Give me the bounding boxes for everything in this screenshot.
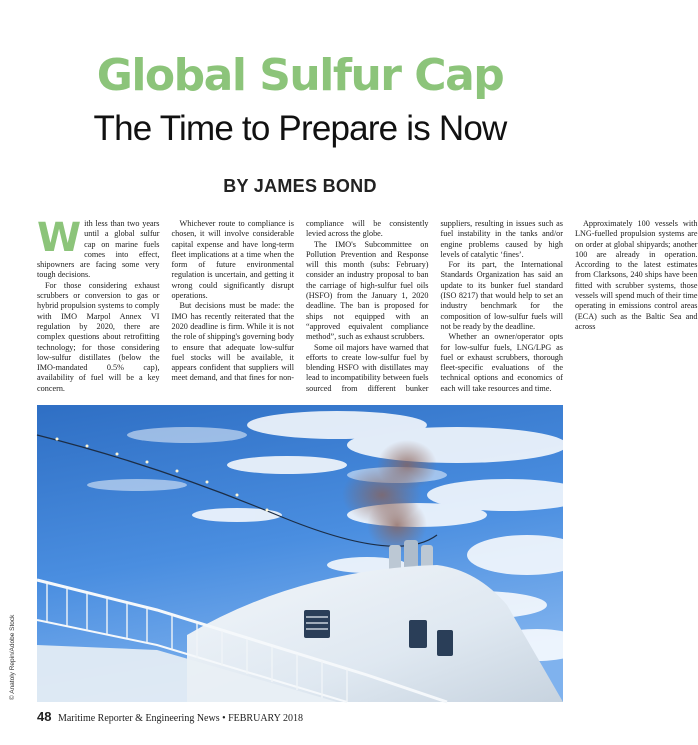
byline: BY JAMES BOND: [223, 176, 377, 196]
publication-line: Maritime Reporter & Engineering News • FEBRUARY 2018: [57, 713, 304, 724]
drop-cap: W: [37, 215, 82, 261]
paragraph-7: For its part, the International Standards Organization has said an update to its bunker fuel standard (ISO 8217) that would help to set an industry benchmark for the composition of low-sulfur fuels will not be ready by the deadline.: [440, 260, 563, 331]
page-number: 48: [37, 709, 52, 724]
photo-credit: © Anatoly Repin/Adobe Stock: [9, 614, 16, 700]
paragraph-5: The IMO's Subcommittee on Pollution Prevention and Response will this month (subs: February) consider an industry proposal to ban the carriage of high-sulfur fuel oils (HSFO) from the January 1, 2020 deadline. The ban is proposed for ships not equipped with an “approved equivalent compliance method”, such as exhaust scrubbers.: [306, 239, 429, 342]
paragraph-3: Whichever route to compliance is chosen, it will involve considerable capital expense and have long-term fleet implications at a time when the form of future environmental regulation is uncertain, and getting it wrong could significantly disrupt operations.: [171, 219, 294, 301]
paragraph-1: [37, 215, 160, 281]
paragraph-2: For those considering exhaust scrubbers or conversion to gas or hybrid propulsion systems to comply with IMO Marpol Annex VI regulation by 2020, there are complex questions about retrofitting technology; for those considering low-sulfur distillates (below the IMO-mandated 0.5% cap), availability of fuel will be a key concern.: [37, 280, 160, 393]
page-footer: [37, 709, 303, 724]
paragraph-8: Whether an owner/operator opts for low-sulfur fuels, LNG/LPG as fuel or exhaust scrubbers, thorough fleet-specific evaluations of the technical options and economics of each will take resources and time.: [440, 332, 563, 393]
paragraph-9: Approximately 100 vessels with LNG-fuelled propulsion systems are on order at global shipyards; another 100 are already in operation. According to the latest estimates from Clarksons, 240 ships have been fitted with scrubber systems, those vessels will spend much of their time operating in emissions control areas (ECA) such as the Baltic Sea and across: [575, 219, 698, 331]
paragraph-1-text: ith less than two years until a global sulfur cap on marine fuels comes into effect, shipowners are facing some very tough decisions.: [37, 219, 160, 280]
ship-funnel-photo: [37, 405, 563, 702]
article-title: Global Sulfur Cap: [96, 50, 504, 101]
article-body: [37, 215, 698, 400]
paragraph-6: Some oil majors have warned that efforts to create low-sulfur fuel by blending HSFO with distillates may lead to incompatibility between fuels sourced from different bunker suppliers, resulting in issues such as fuel instability in the tanks and/or engine problems caused by high levels of catalytic ‘fines’.: [306, 219, 563, 393]
article-subtitle: The Time to Prepare is Now: [93, 109, 507, 148]
paragraph-4: But decisions must be made: the IMO has recently reiterated that the 2020 deadline is firm. While it is not the role of shipping's governing body to ensure that adequate low-sulfur fuel stocks will be available, it appears confident that suppliers will meet demand, and that fines for non-compliance will be consistently levied across the globe.: [171, 219, 429, 383]
